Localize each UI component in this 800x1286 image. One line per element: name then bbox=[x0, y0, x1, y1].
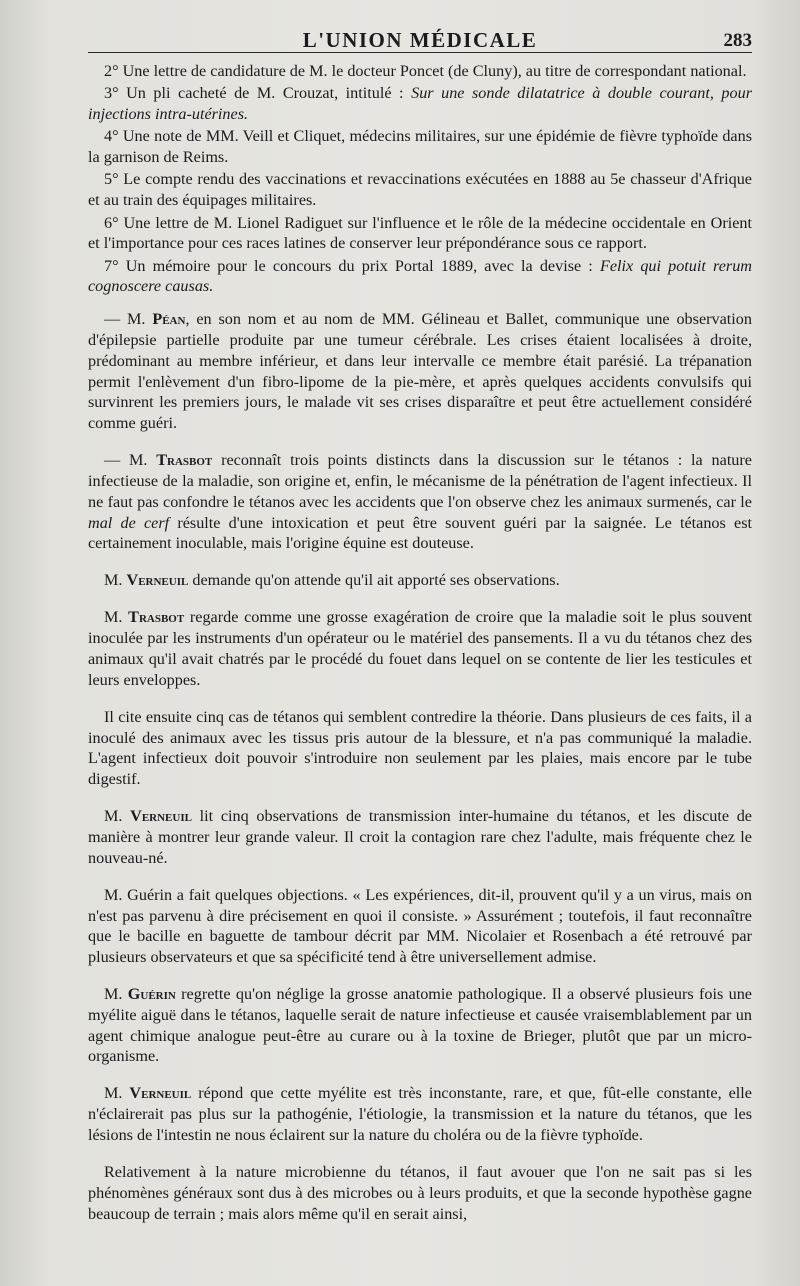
speaker-name: Trasbot bbox=[128, 608, 185, 627]
article-body bbox=[88, 61, 752, 1224]
paragraph-verneuil-request: M. Verneuil demande qu'on attende qu'il ait apporté ses observations. bbox=[104, 571, 560, 590]
paragraph-guerin: M. Guérin regrette qu'on néglige la grosse anatomie pathologique. Il a observé plusieurs fois une myélite aiguë dans le tétanos, laquelle serait de nature infectieuse et causée vraisemblablement par un agent chimique analogue peut-être au curare ou à la toxine de Brieger, plutôt que par un micro-organisme. bbox=[88, 985, 752, 1066]
paragraph-trasbot-reply: M. Trasbot regarde comme une grosse exagération de croire que la maladie soit le plus souvent inoculée par les instruments d'un opérateur ou le matériel des pansements. Il a vu du tétanos chez des animaux qu'il avait chatrés par le procédé du fouet dans lequel on se contente de lier les testicules et leurs enveloppes. bbox=[88, 608, 752, 689]
speaker-name: Verneuil bbox=[130, 807, 192, 826]
paragraph-pean: — M. Péan, en son nom et au nom de MM. Gélineau et Ballet, communique une observation d'épilepsie partielle produite par une tumeur cérébrale. Les crises étaient localisées à droite, prédominant au membre inférieur, et dans leur intervalle ce membre était parésié. La trépanation permit l'enlèvement d'un fibro-lipome de la pie-mère, et après quelques accidents convulsifs qui survinrent les premiers jours, le malade vit ses crises disparaître et peut être actuellement considéré comme guéri. bbox=[88, 310, 752, 433]
running-title: L'UNION MÉDICALE bbox=[302, 28, 538, 52]
title-italic: Sur une sonde dilatatrice à double courant, pour injections intra-utérines. bbox=[88, 84, 752, 124]
list-item: 4° Une note de MM. Veill et Cliquet, médecins militaires, sur une épidémie de fièvre typhoïde dans la garnison de Reims. bbox=[88, 127, 752, 167]
speaker-name: Verneuil bbox=[129, 1084, 192, 1103]
paragraph-verneuil-reply: M. Verneuil répond que cette myélite est très inconstante, rare, et que, fût-elle constante, elle n'éclairerait pas plus sur la pathogénie, l'étiologie, la transmission et la nature du tétanos, que les lésions de l'intestin ne nous éclairent sur la nature du choléra ou de la fièvre typhoïde. bbox=[88, 1084, 752, 1145]
paragraph-guerin-objections: M. Guérin a fait quelques objections. « Les expériences, dit-il, prouvent qu'il y a un virus, mais on n'est pas parvenu à dire précisement en quoi il consiste. » Assurément ; toutefois, il faut reconnaître que le bacille en baguette de tambour décrit par MM. Nicolaier et Rosenbach a été retrouvé par plusieurs observateurs et que sa spécificité tend à être universellement admise. bbox=[88, 885, 752, 967]
paragraph-trasbot: — M. Trasbot reconnaît trois points distincts dans la discussion sur le tétanos : la nature infectieuse de la maladie, son origine et, enfin, le mécanisme de la pénétration de l'agent infectieux. Il ne faut pas confondre le tétanos avec les accidents que l'on observe chez les animaux surmenés, car le mal de cerf résulte d'une intoxication et peut être souvent guéri par la saignée. Le tétanos est certainement inoculable, mais l'origine équine est douteuse. bbox=[88, 451, 752, 553]
speaker-name: Verneuil bbox=[126, 571, 189, 590]
paragraph-microbial-nature: Relativement à la nature microbienne du tétanos, il faut avouer que l'on ne sait pas si les phénomènes généraux sont dus à des microbes ou à leurs produits, et que la seconde hypothèse gagne beaucoup de terrain ; mais alors même qu'il en serait ainsi, bbox=[88, 1163, 752, 1223]
speaker-name: Guérin bbox=[127, 985, 176, 1004]
speaker-name: Péan bbox=[152, 310, 186, 329]
list-item: 6° Une lettre de M. Lionel Radiguet sur l'influence et le rôle de la médecine occidentale en Orient et l'importance pour ces races latines de conserver leur prépondérance sous ce rapport. bbox=[88, 213, 752, 253]
page-header bbox=[88, 18, 752, 52]
term-italic: mal de cerf bbox=[88, 513, 170, 532]
motto-italic: Felix qui potuit rerum cognoscere causas. bbox=[88, 256, 752, 296]
speaker-name: Trasbot bbox=[156, 451, 213, 470]
list-item: 3° Un pli cacheté de M. Crouzat, intitulé : Sur une sonde dilatatrice à double courant, pour injections intra-utérines. bbox=[88, 84, 752, 124]
list-item: 5° Le compte rendu des vaccinations et revaccinations exécutées en 1888 au 5e chasseur d'Afrique et au train des équipages militaires. bbox=[88, 170, 752, 210]
list-item: 2° Une lettre de candidature de M. le docteur Poncet (de Cluny), au titre de correspondant national. bbox=[104, 62, 747, 80]
page-number: 283 bbox=[723, 30, 752, 51]
paragraph-verneuil-observations: M. Verneuil lit cinq observations de transmission inter-humaine du tétanos, et les discute de manière à montrer leur grande valeur. Il croit la contagion rare chez l'adulte, mais fréquente chez le nouveau-né. bbox=[88, 807, 752, 867]
list-item: 7° Un mémoire pour le concours du prix Portal 1889, avec la devise : Felix qui potuit rerum cognoscere causas. bbox=[88, 256, 752, 296]
paragraph-cases: Il cite ensuite cinq cas de tétanos qui semblent contredire la théorie. Dans plusieurs de ces faits, il a inoculé des animaux avec les tissus pris autour de la blessure, et n'a pas communiqué la maladie. L'agent infectieux doit pouvoir s'introduire non seulement par les plaies, mais encore par le tube digestif. bbox=[88, 707, 752, 789]
